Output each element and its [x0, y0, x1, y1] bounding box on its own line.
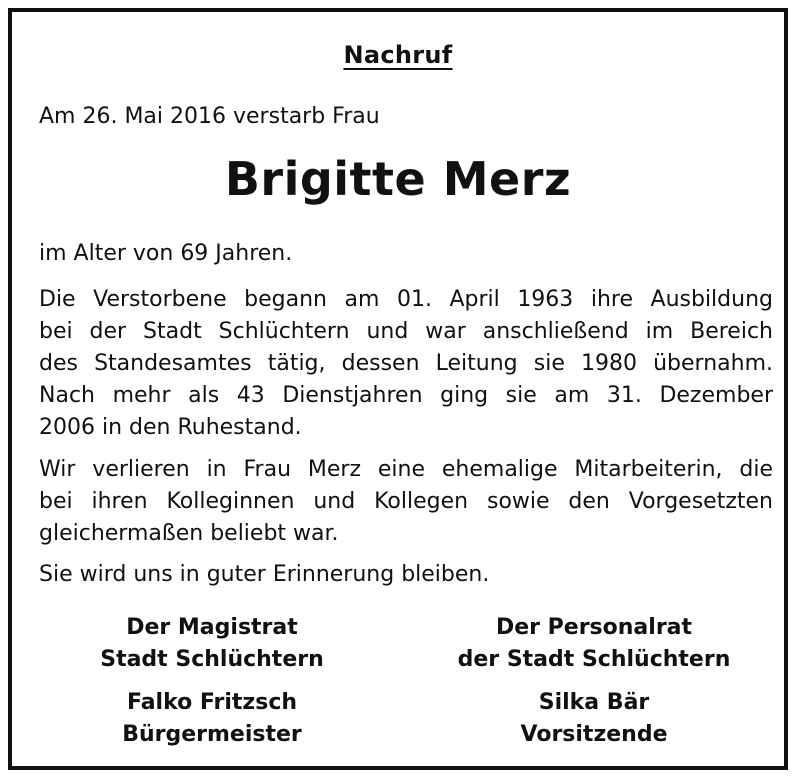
- closing-line: Sie wird uns in guter Erinnerung bleiben.: [39, 562, 490, 587]
- age-text: im Alter von 69 Jahren.: [39, 241, 293, 266]
- signatory-name: Silka Bär: [538, 690, 650, 715]
- signatory-title: Bürgermeister: [122, 722, 302, 747]
- signature-org-line: Der Personalrat: [495, 615, 693, 640]
- notice-heading: Nachruf: [343, 41, 453, 69]
- paragraph-line: Wir verlieren in Frau Merz eine ehemalige Mitarbeiterin, die: [39, 457, 773, 482]
- signatory-chair: [444, 687, 744, 751]
- signatory-mayor: [62, 687, 362, 751]
- career-paragraph: [39, 284, 773, 444]
- signatory-title: Vorsitzende: [520, 722, 668, 747]
- tribute-paragraph: [39, 454, 773, 550]
- paragraph-line: bei der Stadt Schlüchtern und war anschließend im Bereich: [39, 319, 773, 344]
- obituary-frame: [8, 8, 788, 770]
- signature-personalrat: [444, 612, 744, 676]
- paragraph-line: gleichermaßen beliebt war.: [39, 521, 339, 546]
- signature-magistrat: [62, 612, 362, 676]
- closing-paragraph: [39, 559, 773, 591]
- paragraph-line: Nach mehr als 43 Dienstjahren ging sie am 31. Dezember: [39, 383, 773, 408]
- signature-org-line: Stadt Schlüchtern: [100, 647, 324, 672]
- signature-org-line: Der Magistrat: [126, 615, 298, 640]
- paragraph-line: bei ihren Kolleginnen und Kollegen sowie den Vorgesetzten: [39, 489, 773, 514]
- intro-text: Am 26. Mai 2016 verstarb Frau: [39, 104, 380, 129]
- paragraph-line: 2006 in den Ruhestand.: [39, 415, 302, 440]
- paragraph-line: Die Verstorbene begann am 01. April 1963 ihre Ausbildung: [39, 287, 773, 312]
- paragraph-line: des Standesamtes tätig, dessen Leitung sie 1980 übernahm.: [39, 351, 773, 376]
- deceased-name: Brigitte Merz: [224, 152, 572, 206]
- signature-org-line: der Stadt Schlüchtern: [457, 647, 731, 672]
- signatory-name: Falko Fritzsch: [126, 690, 298, 715]
